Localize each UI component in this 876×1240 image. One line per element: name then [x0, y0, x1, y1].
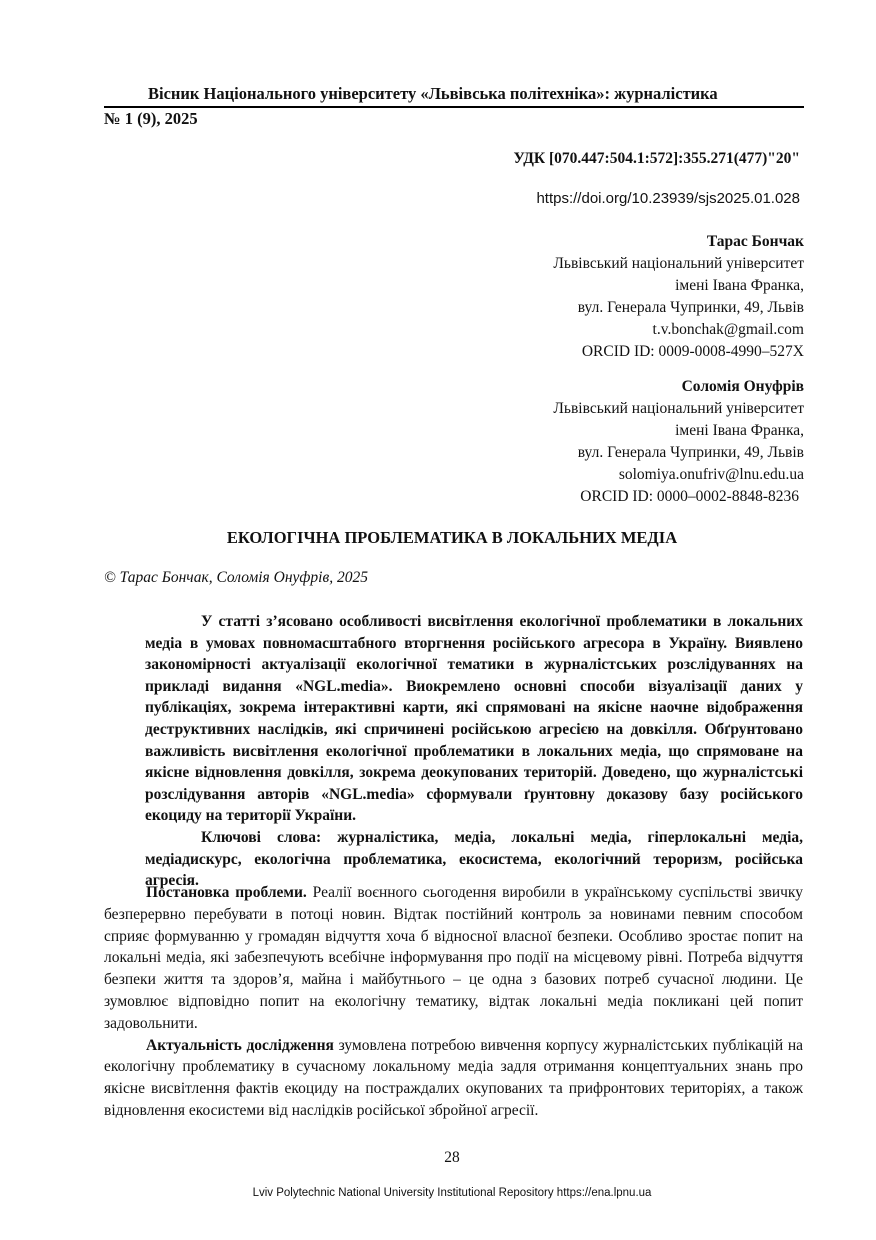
author-affiliation: імені Івана Франка,: [675, 277, 804, 294]
issue-number: № 1 (9), 2025: [104, 109, 198, 128]
author-affiliation: Львівський національний університет: [553, 255, 804, 272]
repository-footer: Lviv Polytechnic National University Institutional Repository https://ena.lpnu.ua: [252, 1187, 652, 1199]
abstract-text: У статті з’ясовано особливості висвітлення екологічної проблематики в локальних медіа в умовах повномасштабного вторгнення російського агресора в Україну. Виявлено закономірності актуалізації екологічної тематики в журналістських розслідуваннях на прикладі видання «NGL.media». Виокремлено основні способи візуалізації даних у публікаціях, зокрема інтерактивні карти, які спрямовані на якісне наочне відображення деструктивних наслідків, які спричинені російською агресією на довкілля. Обґрунтовано важливість висвітлення екологічної проблематики в локальних медіа, що спрямоване на якісне відновлення довкілля, зокрема деокупованих територій. Доведено, що журналістські розслідування авторів «NGL.media» сформували ґрунтовну доказову базу російського екоциду на території України.: [145, 613, 803, 825]
author-name: Тарас Бончак: [706, 233, 804, 250]
author-email[interactable]: t.v.bonchak@gmail.com: [652, 321, 804, 338]
problem-heading: Постановка проблеми.: [146, 884, 307, 901]
author-block: [553, 376, 804, 508]
udc-code: УДК [070.447:504.1:572]:355.271(477)"20": [513, 150, 800, 167]
relevance-heading: Актуальність дослідження: [146, 1036, 334, 1054]
journal-title: Вісник Національного університету «Львівська політехніка»: журналістика: [148, 84, 718, 103]
relevance-paragraph: [104, 1035, 803, 1122]
header-divider: [104, 106, 804, 108]
page-number: 28: [444, 1149, 460, 1166]
author-affiliation: Львівський національний університет: [553, 400, 804, 417]
author-address: вул. Генерала Чупринки, 49, Львів: [577, 299, 804, 316]
author-block: [553, 231, 804, 363]
relevance-text: зумовлена потребою вивчення корпусу журналістських публікацій на екологічну проблематику в сучасному локальному медіа задля отримання концептуальних знань про якісне висвітлення фактів екоциду на постраждалих окупованих та прифронтових територіях, а також відновлення екосистеми від наслідків російської збройної агресії.: [104, 1036, 803, 1119]
copyright-notice: © Тарас Бончак, Соломія Онуфрів, 2025: [104, 569, 368, 586]
problem-text: Реалії воєнного сьогодення виробили в українському суспільстві звичку безперервно перебувати в потоці новин. Відтак постійний контроль за новинами певним способом сприяє формуванню у громадян відчуття хоча б відносної власної безпеки. Особливо зростає попит на локальні медіа, які забезпечують всебічне інформування про події на місцевому рівні. Потреба відчуття безпеки життя та здоров’я, майна і майбутнього – це одна з базових потреб сучасної людини. Це зумовлює відповідно попит на екологічну тематику, відтак локальні медіа покликані цей попит задовольнити.: [104, 884, 803, 1032]
problem-paragraph: [104, 882, 803, 1035]
author-name: Соломія Онуфрів: [681, 378, 804, 395]
abstract: [145, 611, 803, 892]
doi-link[interactable]: https://doi.org/10.23939/sjs2025.01.028: [536, 190, 800, 207]
author-affiliation: імені Івана Франка,: [675, 422, 804, 439]
article-title: ЕКОЛОГІЧНА ПРОБЛЕМАТИКА В ЛОКАЛЬНИХ МЕДІА: [226, 528, 678, 547]
author-orcid: ORCID ID: 0000–0002-8848-8236: [580, 488, 799, 505]
author-address: вул. Генерала Чупринки, 49, Львів: [577, 444, 804, 461]
keywords: Ключові слова: журналістика, медіа, локальні медіа, гіперлокальні медіа, медіадискурс, екологічна проблематика, екосистема, екологічний тероризм, російська агресія.: [145, 828, 803, 890]
author-orcid: ORCID ID: 0009-0008-4990–527X: [581, 343, 804, 360]
author-email[interactable]: solomiya.onufriv@lnu.edu.ua: [618, 466, 804, 483]
article-body: [104, 882, 803, 1122]
